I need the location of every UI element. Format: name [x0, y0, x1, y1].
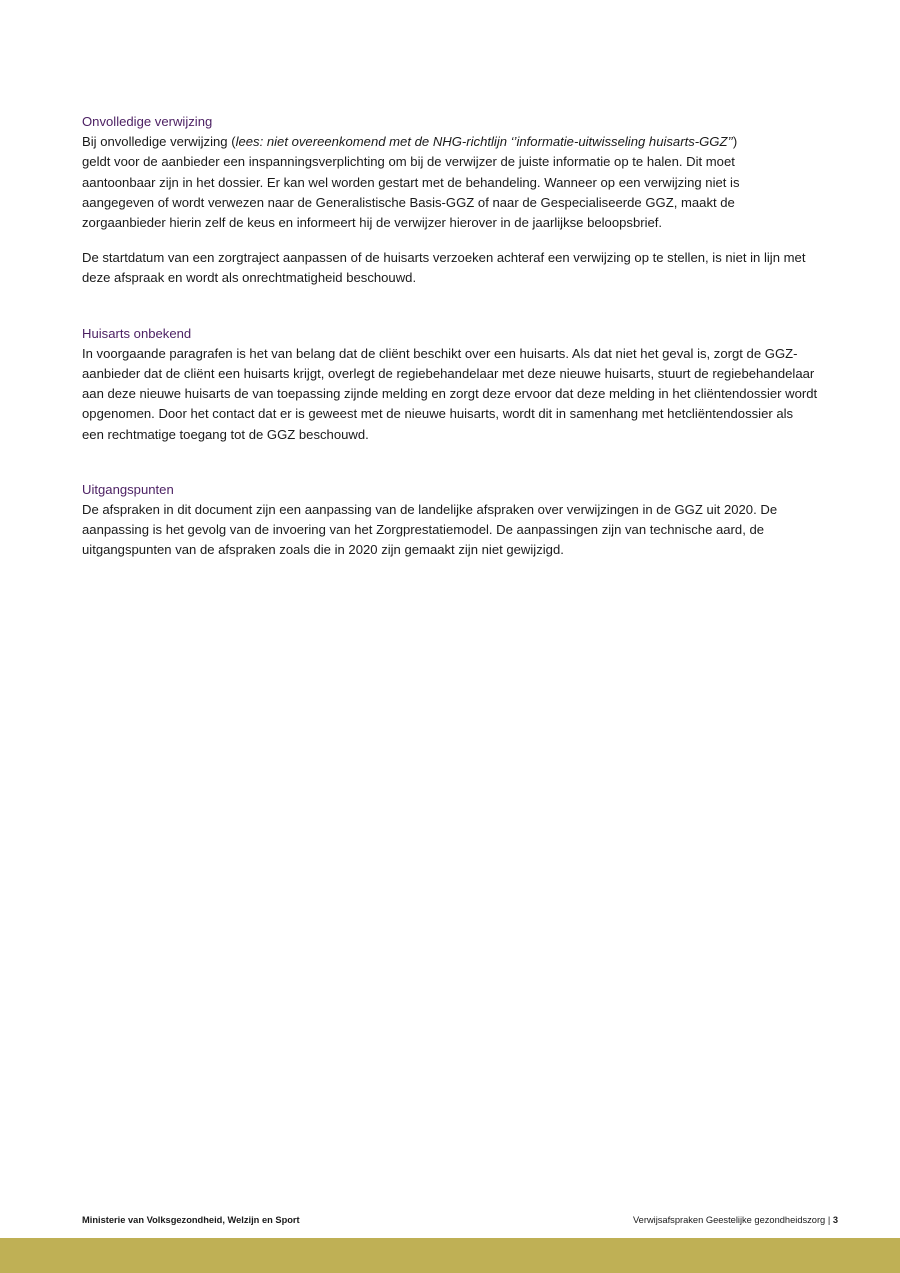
text-run: )	[732, 134, 738, 150]
text-line: deze afspraak en wordt als onrechtmatigheid beschouwd.	[82, 270, 417, 286]
text-line: aanpassing is het gevolg van de invoering van het Zorgprestatiemodel. De aanpassingen zijn van technische aard, de	[82, 522, 765, 538]
paragraph	[82, 500, 827, 561]
text-line: een rechtmatige toegang tot de GGZ beschouwd.	[82, 426, 369, 442]
section-heading-huisarts-onbekend: Huisarts onbekend	[82, 325, 192, 341]
text-line: aantoonbaar zijn in het dossier. Er kan wel worden gestart met de behandeling. Wanneer op een verwijzing niet is	[82, 174, 740, 190]
paragraph	[82, 344, 827, 445]
text-line: aanbieder dat de cliënt een huisarts krijgt, overlegt de regiebehandelaar met deze nieuwe huisarts, stuurt de regiebehandelaar	[82, 366, 815, 382]
text-line: opgenomen. Door het contact dat er is geweest met de nieuwe huisarts, wordt dit in samenhang met hetcliëntendossier als	[82, 406, 794, 422]
footer-separator: |	[825, 1215, 833, 1225]
text-line: De startdatum van een zorgtraject aanpassen of de huisarts verzoeken achteraf een verwijzing op te stellen, is niet in lijn met	[82, 250, 806, 266]
footer-ministry-name: Ministerie van Volksgezondheid, Welzijn en Sport	[82, 1215, 300, 1225]
page-footer	[82, 1213, 838, 1227]
text-line: zorgaanbieder hierin zelf de keus en informeert hij de verwijzer hierover in de jaarlijkse beloopsbrief.	[82, 215, 663, 231]
section-heading-uitgangspunten: Uitgangspunten	[82, 481, 174, 497]
page-number: 3	[832, 1215, 838, 1225]
italic-reference: lees: niet overeenkomend met de NHG-richtlijn ‘’informatie-uitwisseling huisarts-GGZ’’	[235, 134, 733, 150]
paragraph	[82, 132, 827, 233]
text-line: geldt voor de aanbieder een inspanningsverplichting om bij de verwijzer de juiste informatie op te halen. Dit moet	[82, 154, 735, 170]
footer-document-title: Verwijsafspraken Geestelijke gezondheidszorg	[632, 1215, 826, 1225]
text-line: In voorgaande paragrafen is het van belang dat de cliënt beschikt over een huisarts. Als dat niet het geval is, zorgt de GGZ-	[82, 345, 798, 361]
paragraph	[82, 248, 827, 288]
text-line: aan deze nieuwe huisarts de van toepassing zijnde melding en zorgt deze ervoor dat deze melding in het cliëntendossier wordt	[82, 386, 818, 402]
text-run: Bij onvolledige verwijzing (	[82, 134, 236, 150]
document-body	[82, 112, 827, 561]
section-heading-onvolledige-verwijzing: Onvolledige verwijzing	[82, 114, 213, 129]
text-line	[82, 132, 827, 152]
footer-right	[633, 1213, 838, 1227]
footer-color-bar	[0, 1238, 900, 1273]
text-line: De afspraken in dit document zijn een aanpassing van de landelijke afspraken over verwijzingen in de GGZ uit 2020. De	[82, 502, 778, 518]
text-line: uitgangspunten van de afspraken zoals die in 2020 zijn gemaakt zijn niet gewijzigd.	[82, 542, 564, 558]
text-line: aangegeven of wordt verwezen naar de Generalistische Basis-GGZ of naar de Gespecialiseerde GGZ, maakt de	[82, 194, 735, 210]
